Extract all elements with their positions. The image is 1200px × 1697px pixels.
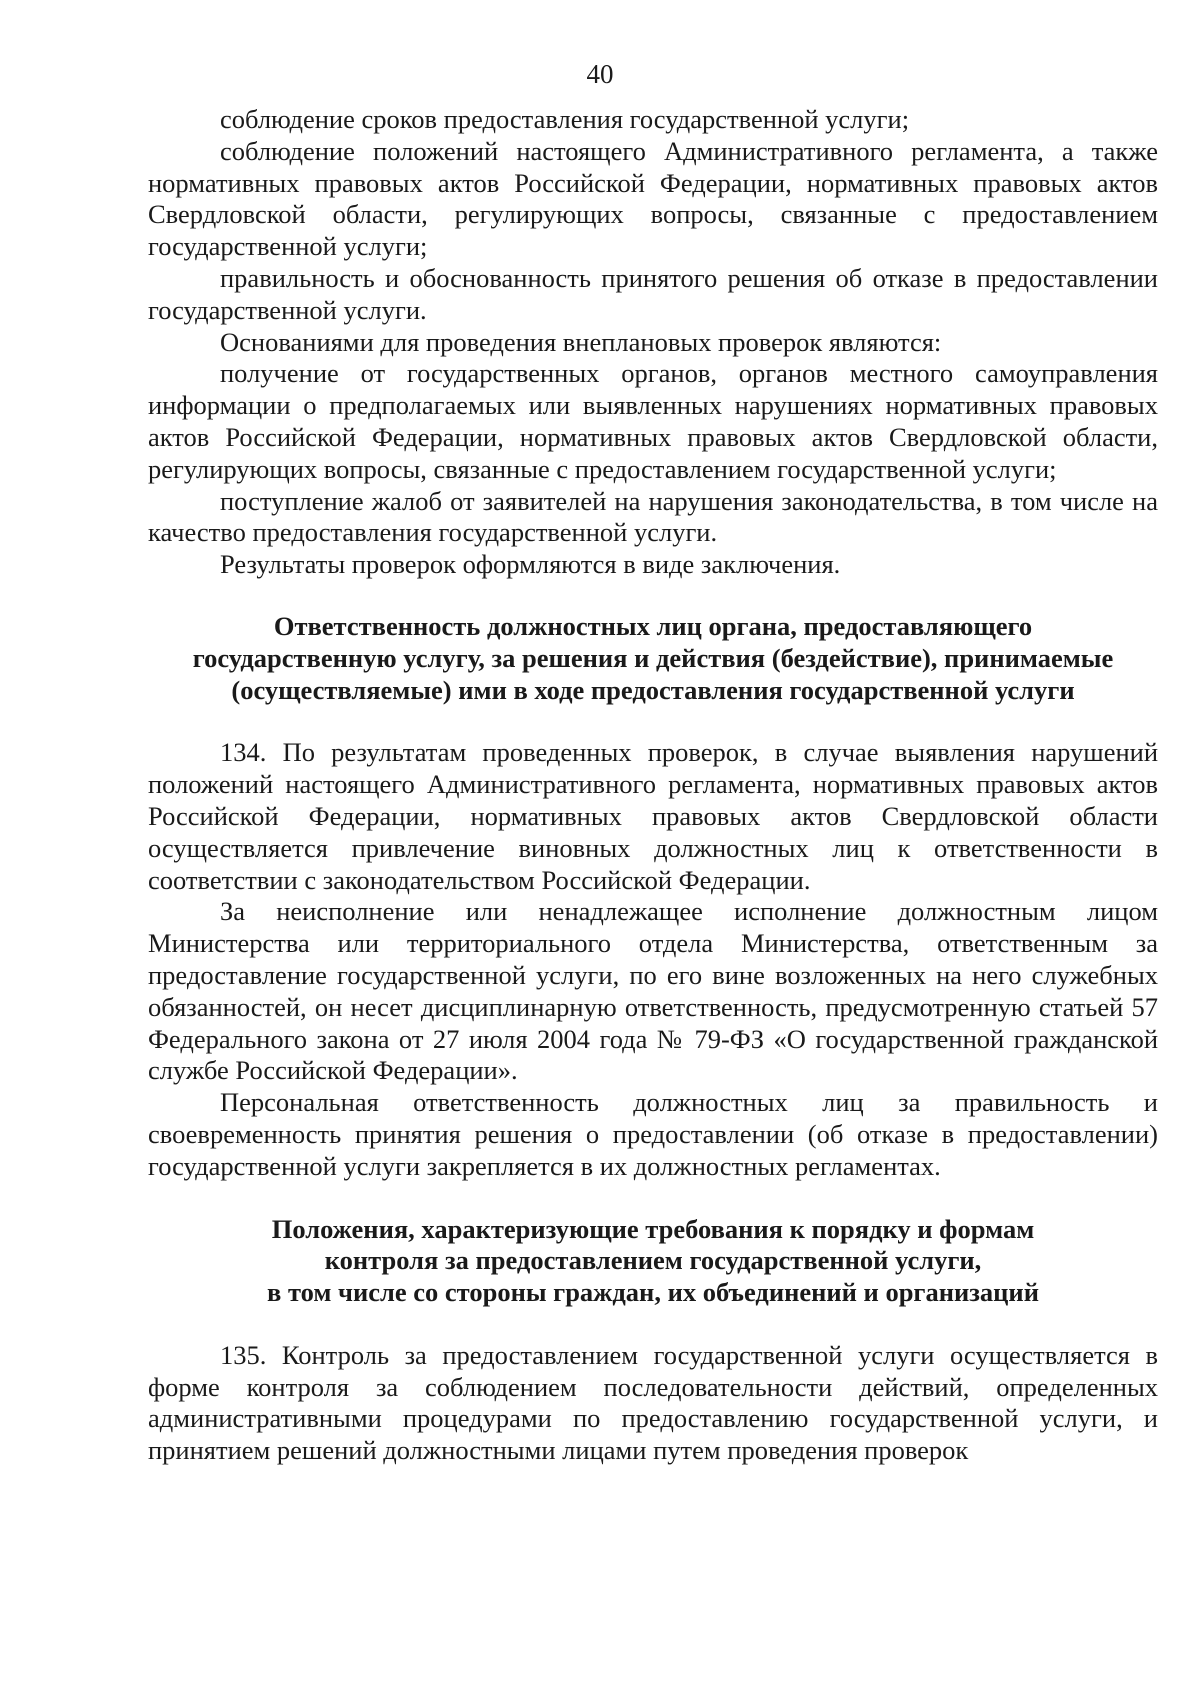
- paragraph: поступление жалоб от заявителей на нарушения законодательства, в том числе на качество предоставления государственной услуги.: [148, 485, 1158, 548]
- paragraph: Основаниями для проведения внеплановых проверок являются:: [220, 326, 942, 357]
- page-number: 40: [586, 59, 614, 89]
- heading-line: в том числе со стороны граждан, их объединений и организаций: [267, 1277, 1039, 1308]
- paragraph: правильность и обоснованность принятого решения об отказе в предоставлении государственной услуги.: [148, 262, 1158, 325]
- heading-line: контроля за предоставлением государственной услуги,: [324, 1245, 982, 1276]
- paragraph: Персональная ответственность должностных лиц за правильность и своевременность принятия решения о предоставлении (об отказе в предоставлении) государственной услуги закрепляется в их должностных регламентах.: [148, 1087, 1158, 1181]
- paragraph: соблюдение сроков предоставления государственной услуги;: [220, 104, 910, 134]
- heading-line: (осуществляемые) ими в ходе предоставления государственной услуги: [231, 674, 1075, 705]
- paragraph: За неисполнение или ненадлежащее исполнение должностным лицом Министерства или территориального отдела Министерства, ответственным за предоставление государственной услуги, по его вине возложенных на него служебных обязанностей, он несет дисциплинарную ответственность, предусмотренную статьей 57 Федерального закона от 27 июля 2004 года № 79-ФЗ «О государственной гражданской службе Российской Федерации».: [148, 896, 1158, 1086]
- section-heading-control-requirements: [148, 1214, 1158, 1309]
- heading-line: государственную услугу, за решения и действия (бездействие), принимаемые: [192, 642, 1114, 673]
- paragraph-134: 134. По результатам проведенных проверок, в случае выявления нарушений положений настоящего Административного регламента, нормативных правовых актов Российской Федерации, нормативных правовых актов Свердловской области осуществляется привлечение виновных должностных лиц к ответственности в соответствии с законодательством Российской Федерации.: [148, 737, 1158, 895]
- paragraph: Результаты проверок оформляются в виде заключения.: [220, 549, 841, 580]
- heading-line: Положения, характеризующие требования к порядку и формам: [271, 1213, 1035, 1244]
- paragraph-135: 135. Контроль за предоставлением государственной услуги осуществляется в форме контроля за соблюдением последовательности действий, определенных административными процедурами по предоставлению государственной услуги, и принятием решений должностными лицами путем проведения проверок: [148, 1339, 1158, 1466]
- paragraph: соблюдение положений настоящего Административного регламента, а также нормативных правовых актов Российской Федерации, нормативных правовых актов Свердловской области, регулирующих вопросы, связанные с предоставлением государственной услуги;: [148, 135, 1158, 262]
- document-body: [148, 104, 1158, 1467]
- heading-line: Ответственность должностных лиц органа, предоставляющего: [273, 610, 1033, 641]
- section-heading-responsibility: [148, 611, 1158, 706]
- paragraph: получение от государственных органов, органов местного самоуправления информации о предполагаемых или выявленных нарушениях нормативных правовых актов Российской Федерации, нормативных правовых актов Свердловской области, регулирующих вопросы, связанные с предоставлением государственной услуги;: [148, 358, 1158, 484]
